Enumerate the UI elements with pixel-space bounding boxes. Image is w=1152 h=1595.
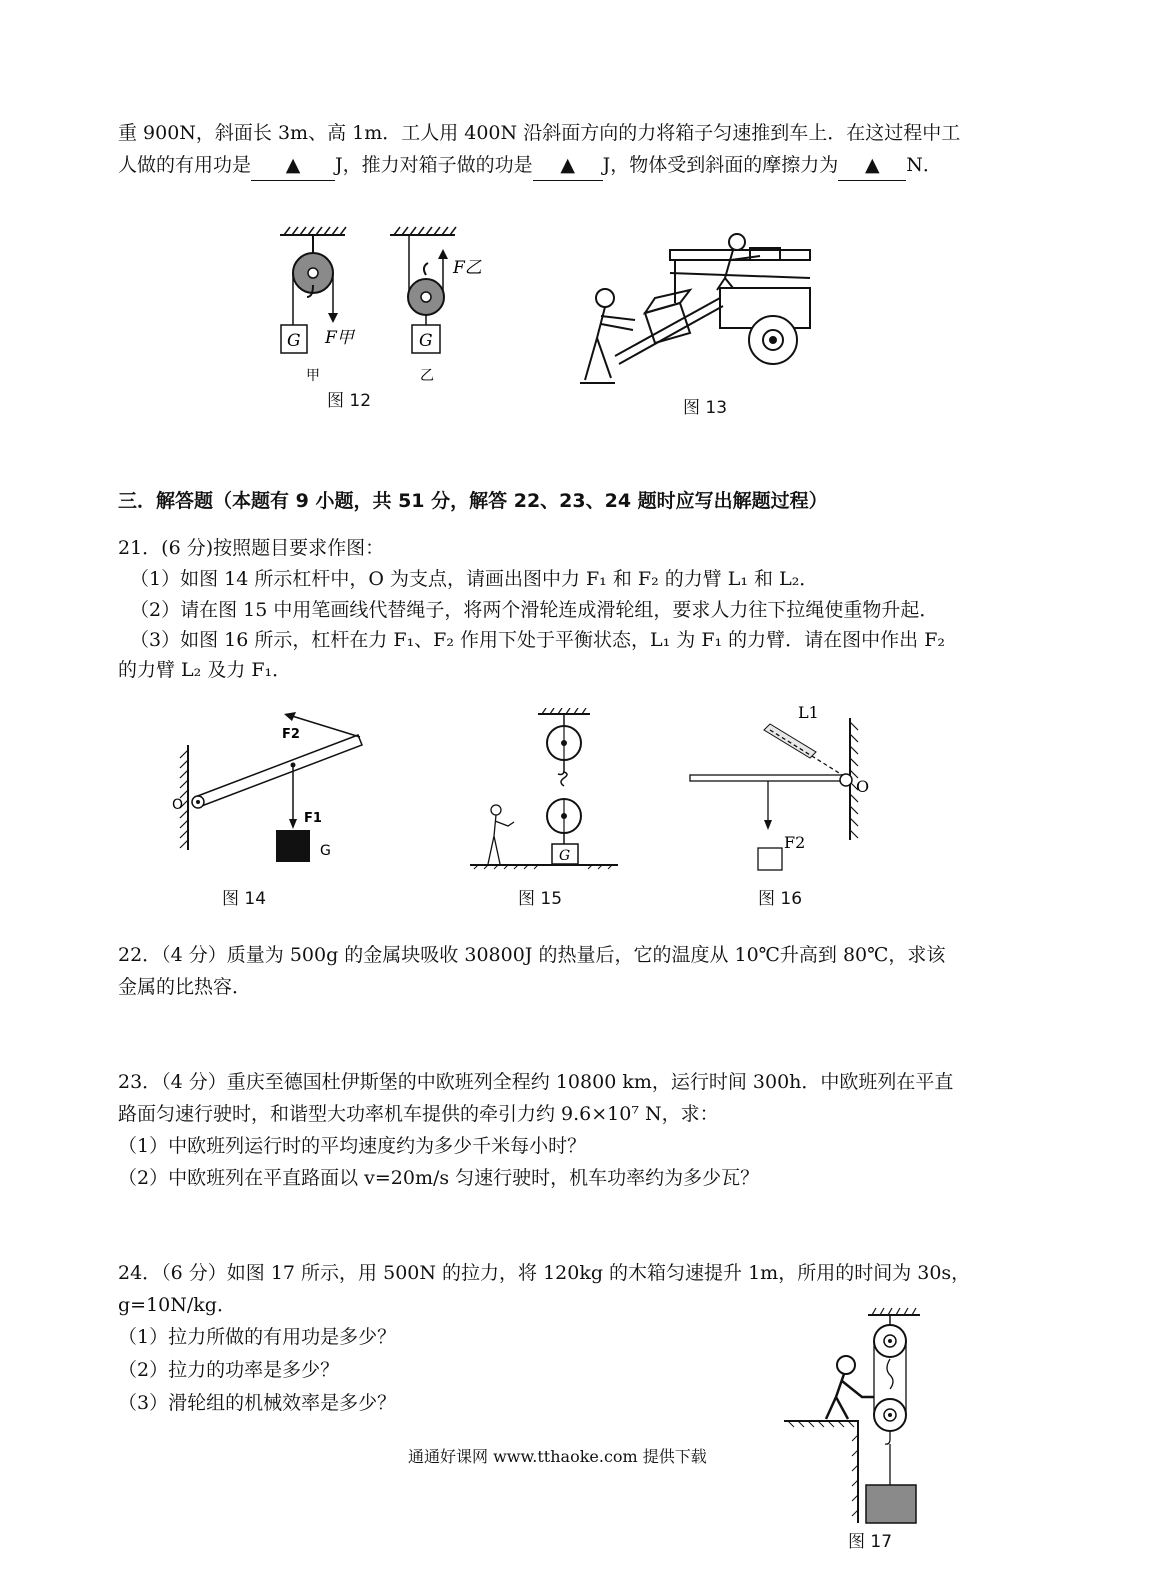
footer-source: 通通好课网 www.tthaoke.com 提供下载 [408, 1447, 707, 1466]
q21-part3b: 的力臂 L₂ 及力 F₁． [118, 659, 292, 681]
q24-line-e: （3）滑轮组的机械效率是多少？ [118, 1392, 397, 1414]
figure-15 [468, 708, 628, 873]
q23-line-d: （2）中欧班列在平直路面以 v=20m/s 匀速行驶时，机车功率约为多少瓦？ [118, 1167, 760, 1189]
intro-line-2a: 人做的有用功是 [118, 154, 252, 176]
figure-17 [780, 1305, 930, 1530]
figure-13 [575, 228, 820, 393]
fig15-g: G [559, 848, 571, 864]
fig14-o: O [172, 797, 184, 813]
q24-line-c: （1）拉力所做的有用功是多少？ [118, 1326, 397, 1348]
fig14-f2: F2 [282, 727, 300, 742]
q24-line-a: 24．（6 分）如图 17 所示，用 500N 的拉力，将 120kg 的木箱匀速提升 1m，所用的时间为 30s， [118, 1262, 971, 1284]
fig17-caption: 图 17 [848, 1532, 893, 1552]
fig14-g: G [320, 843, 331, 859]
fig13-caption: 图 13 [683, 398, 728, 418]
intro-line-2c: J，物体受到斜面的摩擦力为 [602, 154, 839, 176]
fig14-caption: 图 14 [222, 889, 267, 909]
fig12-caption: 图 12 [327, 391, 372, 411]
fig12-f-jia: F甲 [325, 328, 354, 348]
intro-line-2d: N． [906, 154, 942, 176]
q21-part3a: （3）如图 16 所示，杠杆在力 F₁、F₂ 作用下处于平衡状态，L₁ 为 F₁ 的力臂．请在图中作出 F₂ [130, 629, 946, 651]
fig12-label-yi: 乙 [420, 368, 434, 384]
intro-line-2 [118, 150, 942, 181]
figure-12 [270, 225, 490, 395]
q21-title: 21．(6 分)按照题目要求作图： [118, 537, 385, 559]
blank-friction: ▲ [838, 150, 906, 181]
fig12-f-yi: F乙 [453, 258, 482, 278]
fig12-label-jia: 甲 [306, 368, 320, 384]
q22-line-a: 22．（4 分）质量为 500g 的金属块吸收 30800J 的热量后，它的温度从 10℃升高到 80℃，求该 [118, 944, 946, 966]
blank-push-work: ▲ [533, 150, 603, 181]
intro-line-2b: J，推力对箱子做的功是 [335, 154, 533, 176]
section3-heading: 三．解答题（本题有 9 小题，共 51 分，解答 22、23、24 题时应写出解题过程） [118, 490, 828, 512]
intro-line-1: 重 900N，斜面长 3m、高 1m．工人用 400N 沿斜面方向的力将箱子匀速推到车上．在这过程中工 [118, 122, 961, 144]
q23-line-b: 路面匀速行驶时，和谐型大功率机车提供的牵引力约 9.6×10⁷ N，求： [118, 1103, 719, 1125]
q23-line-c: （1）中欧班列运行时的平均速度约为多少千米每小时？ [118, 1135, 587, 1157]
fig14-f1: F1 [304, 811, 322, 826]
fig16-o: O [856, 777, 870, 796]
fig15-caption: 图 15 [518, 889, 563, 909]
blank-useful-work: ▲ [251, 150, 335, 181]
fig12-g-jia: G [287, 331, 301, 351]
fig16-l1: L1 [798, 703, 819, 722]
fig12-g-yi: G [419, 331, 433, 351]
q22-line-b: 金属的比热容． [118, 976, 252, 998]
figure-14 [170, 705, 370, 875]
q24-line-d: （2）拉力的功率是多少？ [118, 1359, 340, 1381]
figure-16 [688, 700, 888, 875]
q21-part1: （1）如图 14 所示杠杆中，O 为支点，请画出图中力 F₁ 和 F₂ 的力臂 L₁ 和 L₂． [130, 568, 819, 590]
q24-line-b: g=10N/kg． [118, 1294, 236, 1316]
fig16-f2: F2 [784, 833, 806, 852]
q23-line-a: 23．（4 分）重庆至德国杜伊斯堡的中欧班列全程约 10800 km，运行时间 300h．中欧班列在平直 [118, 1071, 954, 1093]
q21-part2: （2）请在图 15 中用笔画线代替绳子，将两个滑轮连成滑轮组，要求人力往下拉绳使重物升起． [130, 599, 939, 621]
fig16-caption: 图 16 [758, 889, 803, 909]
